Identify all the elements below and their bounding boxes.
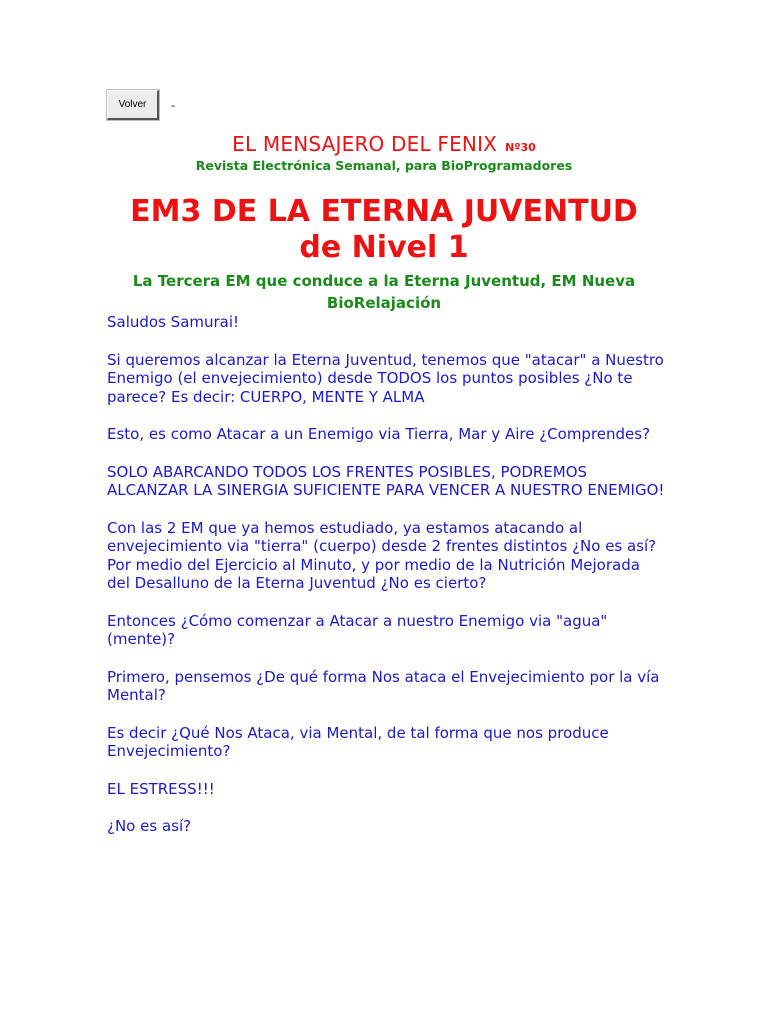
paragraph: Con las 2 EM que ya hemos estudiado, ya estamos atacando al envejecimiento via "tierra" (cuerpo) desde 2 frentes distintos ¿No es así? Por medio del Ejercicio al Minuto, y por medio de la Nutrición Mejorada del Desalluno de la Eterna Juventud ¿No es cierto?	[107, 518, 657, 592]
paragraph: Esto, es como Atacar a un Enemigo via Tierra, Mar y Aire ¿Comprendes?	[107, 425, 651, 443]
paragraph: Si queremos alcanzar la Eterna Juventud, tenemos que "atacar" a Nuestro Enemigo (el envejecimiento) desde TODOS los puntos posibles ¿No te parece? Es decir: CUERPO, MENTE Y ALMA	[107, 350, 664, 406]
masthead-title-row	[0, 132, 768, 156]
issue-number: Nº30	[505, 141, 536, 154]
masthead-title: EL MENSAJERO DEL FENIX	[232, 132, 498, 156]
nav-separator: -	[171, 98, 175, 112]
paragraph: Saludos Samurai!	[107, 313, 240, 331]
paragraph: Entonces ¿Cómo comenzar a Atacar a nuestro Enemigo via "agua" (mente)?	[107, 611, 608, 648]
masthead-subtitle: Revista Electrónica Semanal, para BioProgramadores	[195, 158, 573, 173]
paragraph: Es decir ¿Qué Nos Ataca, via Mental, de tal forma que nos produce Envejecimiento?	[107, 723, 609, 760]
paragraph: Primero, pensemos ¿De qué forma Nos ataca el Envejecimiento por la vía Mental?	[107, 667, 660, 704]
paragraph: EL ESTRESS!!!	[107, 779, 215, 798]
article-title	[0, 194, 768, 266]
top-nav	[107, 90, 175, 120]
paragraph: ¿No es así?	[107, 817, 192, 835]
masthead	[0, 132, 768, 173]
article-title-line-2: de Nivel 1	[299, 230, 469, 265]
article-title-line-1: EM3 DE LA ETERNA JUVENTUD	[130, 194, 638, 229]
article-subtitle: La Tercera EM que conduce a la Eterna Juventud, EM Nueva BioRelajación	[132, 272, 636, 312]
back-button[interactable]: Volver	[107, 90, 159, 120]
paragraph: SOLO ABARCANDO TODOS LOS FRENTES POSIBLES, PODREMOS ALCANZAR LA SINERGIA SUFICIENTE PARA VENCER A NUESTRO ENEMIGO!	[107, 462, 665, 499]
article-body	[107, 313, 667, 855]
